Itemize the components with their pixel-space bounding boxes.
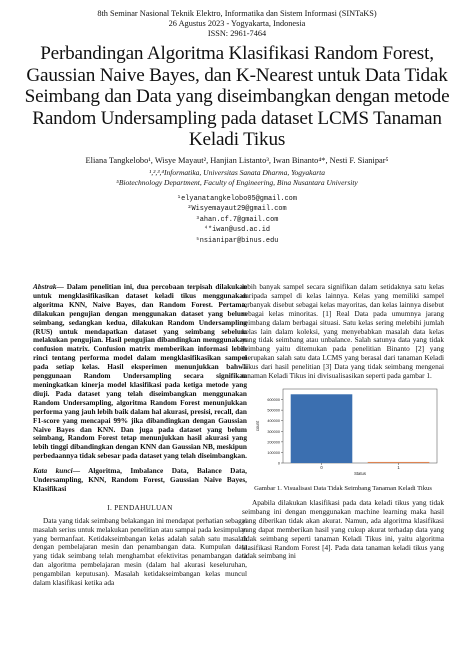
keywords-text: — Algoritma, Imbalance Data, Balance Data, Undersampling, KNN, Random Forest, Gaussian Naive Bayes, Klasifikasi [33, 466, 248, 493]
intro-paragraph: Data yang tidak seimbang belakangan ini mendapat perhatian sebagai masalah serius untuk melakukan penelitian atau sampai pada kesimpulan yang bermanfaat. Ketidakseimbangan kelas adalah salah satu masalah dengan pembelajaran mesin dan penambangan data. Kumpulan data yang tidak seimbang telah menghambat efektivitas penambangan data dan algoritma pembelajaran mesin (dalam hal akurasi keseluruhan, pengambilan keputusan). Masalah ketidakseimbangan kelas muncul dalam klasifikasi ketika ada [33, 515, 247, 588]
x-tick-label: 0 [320, 465, 323, 470]
email-1[interactable]: ¹elyanatangkelobo05@gmail.com [177, 195, 297, 203]
x-axis-label: Status [354, 471, 366, 476]
right-column-bottom [242, 499, 444, 561]
email-4[interactable]: ⁴*iwan@usd.ac.id [203, 226, 271, 235]
right-paragraph-1: lebih banyak sampel secara signifikan dalam setidaknya satu kelas daripada sampel di kelas lainnya. Kelas yang memiliki sampel terbanyak disebut sebagai kelas mayoritas, dan kelas lainnya disebut sebagai kelas minoritas. [1] Real Data pada umumnya jarang seimbang dalam berbagai situasi. Satu kelas sering melebihi jumlah kelas lain dalam koleksi, yang menyebabkan masalah data kelas yang tidak seimbang atau unbalance. Salah satunya data yang tidak seimbang yaitu ditemukan pada penelitian Binanto [2] yang merupakan salah satu data LCMS yang berasal dari tanaman Keladi Tikus dari hasil penelitian [3] Data yang tidak seimbang mengenai tanaman Keladi Tikus ini divisualisasikan seperti pada gambar 1. [242, 282, 444, 381]
right-paragraph-2: Apabila dilakukan klasifikasi pada data keladi tikus yang tidak seimbang ini dengan menggunakan machine learning maka hasil yang diberikan tidak akan akurat. Namun, ada algoritma klasifikasi yang dapat memberikan hasil yang cukup akurat terhadap data yang tidak seimbang seperti tanaman Keladi Tikus ini, yaitu algoritma klasifikasi Random Forest [4]. Pada data tanaman keladi tikus yang tidak seimbang ini [242, 498, 444, 561]
abstract-text: — Dalam penelitian ini, dua percobaan terpisah dilakukan untuk mengklasifikasikan dataset keladi tikus menggunakan algoritma KNN, Naive Bayes, dan Random Forest. Pertama, dilakukan pengujian dengan menggunakan dataset yang belum seimbang, sedangkan kedua, dilakukan Random Undersampling (RUS) untuk mendapatkan dataset yang seimbang sebelum melakukan pengujian. Hasil pengujian dibandingkan menggunakan confusion matrix. Confusion matrix memberikan informasi lebih rinci tentang performa model dalam mengklasifikasikan sampel pada setiap kelas. Hasil eksperimen menunjukkan bahwa penggunaan Random Undersampling secara signifikan meningkatkan kinerja model klasifikasi pada ketiga metode yang diuji. Pada dataset yang telah diseimbangkan menggunakan Random Undersampling, algoritma Random Forest menunjukkan performa yang jauh lebih baik dalam hal akurasi, presisi, recall, dan F1-score yang mencapai 99% jika dibandingkan dengan Gaussian Naive Bayes dan KNN. Dan juga pada dataset yang belum seimbang, Random Forest tetap menunjukkan hasil akurasi yang lebih tinggi dibandingkan dengan KNN dan Gaussian NB, meskipun perbedaannya tidak sebesar pada dataset yang telah diseimbangkan. [33, 282, 247, 461]
abstract [33, 283, 247, 461]
y-tick-label: 600000 [267, 398, 280, 403]
right-column-top [242, 283, 444, 381]
y-tick-label: 200000 [267, 440, 280, 445]
conference-header [0, 9, 474, 39]
figure-1-caption: Gambar 1. Visualisasi Data Tidak Seimbang Tanaman Keladi Tikus [254, 485, 432, 492]
author-list: Eliana Tangkelobo¹, Wisye Mayaut², Hanjian Listanto³, Iwan Binanto⁴*, Nesti F. Sianipar⁵ [85, 156, 389, 165]
header-line-2: 26 Agustus 2023 - Yogyakarta, Indonesia [168, 19, 306, 28]
left-column [33, 283, 247, 588]
y-tick-label: 0 [277, 461, 280, 466]
affiliation-2: ⁵Biotechnology Department, Faculty of Engineering, Bina Nusantara University [116, 177, 358, 187]
y-tick-label: 400000 [267, 419, 280, 424]
section-heading-introduction: I. PENDAHULUAN [107, 502, 173, 512]
abstract-label: Abstrak [33, 282, 57, 291]
paper-title: Perbandingan Algoritma Klasifikasi Random Forest, Gaussian Naive Bayes, dan K-Nearest untuk Data Tidak Seimbang dan Data yang diseimbangkan dengan metode Random Undersampling pada dataset LCMS Tanaman Keladi Tikus [24, 43, 450, 151]
figure-1-bar-chart [247, 383, 443, 480]
affiliations [0, 168, 474, 188]
email-list [0, 194, 474, 246]
y-axis-label: count [255, 420, 260, 432]
y-tick-label: 500000 [267, 408, 280, 413]
affiliation-1: ¹,²,³,⁴Informatika, Universitas Sanata Dharma, Yogyakarta [149, 168, 325, 177]
keywords [33, 467, 247, 494]
email-5[interactable]: ⁵nsianipar@binus.edu [195, 236, 279, 245]
keywords-label: Kata kunci [33, 466, 73, 476]
email-3[interactable]: ³ahan.cf.7@gmail.com [195, 215, 279, 224]
header-line-1: 8th Seminar Nasional Teknik Elektro, Informatika dan Sistem Informasi (SINTaKS) [97, 9, 377, 18]
header-line-3: ISSN: 2961-7464 [207, 29, 267, 38]
email-2[interactable]: ²Wisyemayaut29@gmail.com [187, 205, 287, 214]
bar-1 [368, 462, 430, 463]
bar-0 [291, 394, 353, 463]
x-tick-label: 1 [397, 465, 400, 470]
y-tick-label: 100000 [267, 450, 280, 455]
y-tick-label: 300000 [267, 429, 280, 434]
